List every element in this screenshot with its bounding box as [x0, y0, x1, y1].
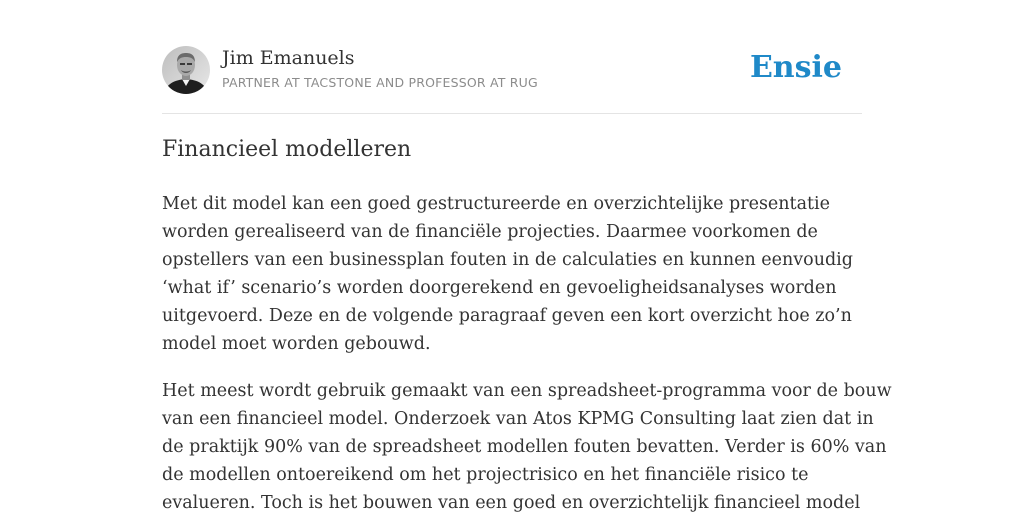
paragraph-line: worden gerealiseerd van de financiële projecties. Daarmee voorkomen de [162, 222, 818, 242]
paragraph-line: uitgevoerd. Deze en de volgende paragraaf geven een kort overzicht hoe zo’n [162, 306, 852, 326]
paragraph-line: de praktijk 90% van de spreadsheet modellen fouten bevatten. Verder is 60% van [162, 437, 887, 457]
author-role: PARTNER AT TACSTONE AND PROFESSOR AT RUG [222, 75, 538, 90]
paragraph-2 [162, 377, 892, 512]
brand-logo[interactable]: Ensie [749, 50, 842, 85]
paragraph-line: de modellen ontoereikend om het projectrisico en het financiële risico te [162, 465, 809, 485]
paragraph-line: Het meest wordt gebruik gemaakt van een spreadsheet-programma voor de bouw [162, 381, 892, 401]
paragraph-line: ‘what if’ scenario’s worden doorgerekend en gevoeligheidsanalyses worden [162, 278, 837, 298]
paragraph-gap [162, 358, 862, 377]
paragraph-line: opstellers van een businessplan fouten in de calculaties en kunnen eenvoudig [162, 250, 853, 270]
paragraph-line: model moet worden gebouwd. [162, 334, 431, 354]
paragraph-1 [162, 190, 862, 358]
author-avatar[interactable] [162, 46, 210, 94]
paragraph-line: van een financieel model. Onderzoek van Atos KPMG Consulting laat zien dat in [162, 409, 874, 429]
article-title: Financieel modelleren [162, 137, 412, 162]
paragraph-line: evalueren. Toch is het bouwen van een goed en overzichtelijk financieel model [162, 493, 861, 512]
article-body [162, 190, 892, 512]
avatar-photo-icon [162, 46, 210, 94]
paragraph-line: Met dit model kan een goed gestructureerde en overzichtelijke presentatie [162, 194, 831, 214]
author-name[interactable]: Jim Emanuels [222, 47, 355, 69]
author-header [162, 46, 862, 114]
